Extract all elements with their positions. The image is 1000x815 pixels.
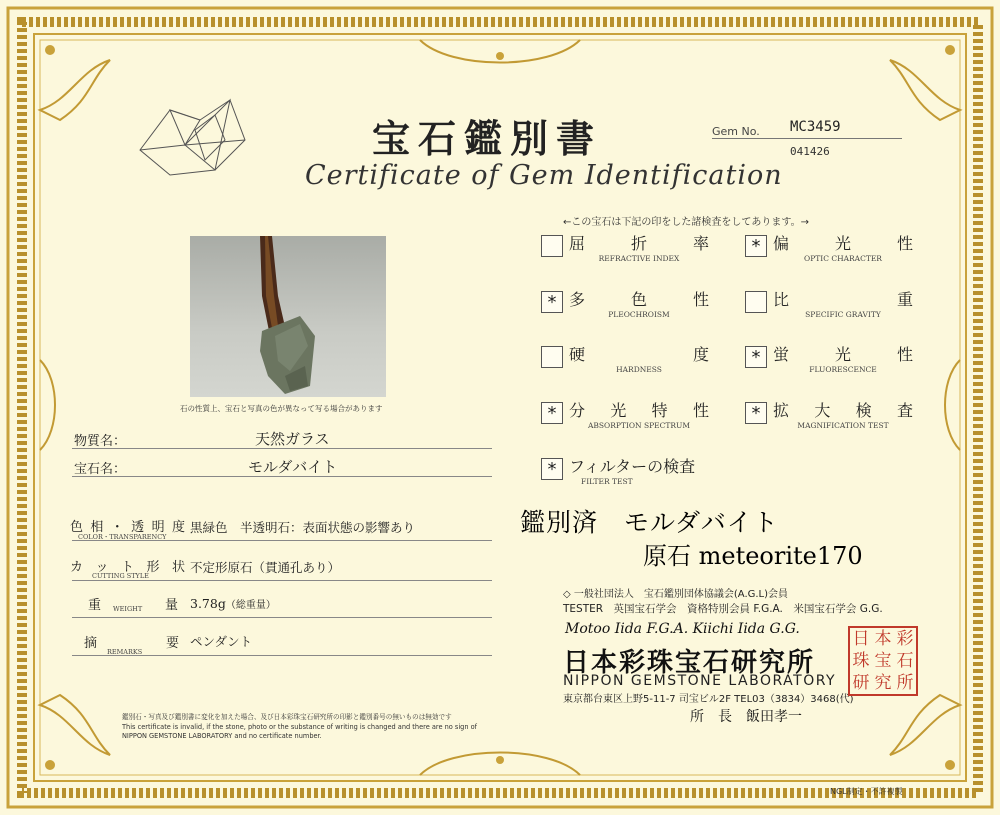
test-fluorescence bbox=[745, 342, 915, 382]
label-char: 量 bbox=[164, 598, 178, 613]
moldavite-pendant-image bbox=[190, 236, 386, 397]
test-label bbox=[773, 398, 913, 421]
test-checkbox: * bbox=[745, 235, 767, 257]
seal-char: 珠 bbox=[852, 651, 870, 671]
test-optic-character bbox=[745, 231, 915, 271]
test-label-en: HARDNESS bbox=[616, 365, 662, 374]
seal-char: 研 bbox=[852, 673, 870, 693]
seal-char: 日 bbox=[852, 629, 870, 649]
label-char: 重 bbox=[88, 598, 102, 613]
lab-name-jp: 日本彩珠宝石研究所 bbox=[563, 648, 816, 678]
test-label-en: MAGNIFICATION TEST bbox=[797, 421, 889, 430]
test-label bbox=[773, 342, 913, 365]
test-refractive-index bbox=[541, 231, 711, 271]
seal-char: 石 bbox=[896, 651, 914, 671]
label-char: 性 bbox=[692, 290, 709, 309]
test-label-en: FLUORESCENCE bbox=[809, 365, 877, 374]
material-value: 天然ガラス bbox=[255, 430, 330, 448]
divider bbox=[72, 655, 492, 656]
label-char: カ bbox=[70, 560, 84, 575]
disclaimer-en-line1: This certificate is invalid, if the stone, photo or the substance of writing is changed and there are no sign of bbox=[122, 722, 478, 731]
test-label-en: ABSORPTION SPECTRUM bbox=[587, 421, 690, 430]
test-specific-gravity bbox=[745, 287, 915, 327]
test-label bbox=[569, 287, 709, 310]
label-char: 性 bbox=[896, 345, 913, 364]
test-checkbox: * bbox=[541, 291, 563, 313]
label-char: 色 bbox=[630, 290, 647, 309]
serial-number: 041426 bbox=[790, 145, 830, 158]
material-label: 物質名： bbox=[74, 434, 127, 449]
lab-name-en: NIPPON GEMSTONE LABORATORY bbox=[563, 673, 837, 689]
certificate-title-en: Certificate of Gem Identification bbox=[305, 160, 783, 191]
agl-membership bbox=[563, 585, 788, 600]
label-char: 拡 bbox=[773, 401, 790, 420]
label-char: 度 bbox=[692, 345, 709, 364]
label-char: 度 bbox=[171, 520, 185, 535]
test-pleochroism bbox=[541, 287, 711, 327]
label-char: 形 bbox=[146, 560, 160, 575]
weight-number: 3.78g bbox=[190, 596, 226, 611]
label-char: 光 bbox=[834, 345, 851, 364]
weight-value bbox=[190, 596, 276, 611]
label-char: 多 bbox=[569, 290, 586, 309]
label-char: 光 bbox=[834, 234, 851, 253]
test-label bbox=[773, 231, 913, 254]
gem-no-underline bbox=[712, 138, 902, 139]
cut-value: 不定形原石（貫通孔あり） bbox=[190, 560, 341, 575]
label-char: 性 bbox=[896, 234, 913, 253]
test-label-en: PLEOCHROISM bbox=[608, 310, 670, 319]
seal-char: 宝 bbox=[874, 651, 892, 671]
test-checkbox: * bbox=[745, 402, 767, 424]
divider bbox=[72, 580, 492, 581]
label-char: 光 bbox=[610, 401, 627, 420]
label-char: 明 bbox=[151, 520, 165, 535]
test-checkbox: * bbox=[541, 458, 563, 480]
label-char: 検 bbox=[855, 401, 872, 420]
gem-name-value: モルダバイト bbox=[248, 458, 338, 476]
diamond-icon: ◇ bbox=[563, 589, 574, 600]
label-char: 蛍 bbox=[773, 345, 790, 364]
gem-no-label: Gem No. bbox=[712, 125, 760, 138]
remarks-label-en: REMARKS bbox=[107, 648, 143, 656]
test-label-en: FILTER TEST bbox=[581, 477, 633, 486]
divider bbox=[72, 476, 492, 477]
seal-char: 究 bbox=[874, 673, 892, 693]
label-char: 特 bbox=[651, 401, 668, 420]
label-char: 相 bbox=[90, 520, 104, 535]
copyright-footer: NGL制定・不許複製 bbox=[830, 787, 903, 796]
label-char: 大 bbox=[814, 401, 831, 420]
label-char: 色 bbox=[70, 520, 84, 535]
photo-caption: 石の性質上、宝石と写真の色が異なって写る場合があります bbox=[180, 404, 383, 413]
tests-intro: ←この宝石は下記の印をした諸検査をしてあります。→ bbox=[563, 217, 809, 228]
certificate-title-jp: 宝石鑑別書 bbox=[372, 116, 603, 161]
remarks-value: ペンダント bbox=[190, 634, 253, 649]
test-label-en: REFRACTIVE INDEX bbox=[598, 254, 680, 263]
seal-char: 所 bbox=[896, 673, 914, 693]
cut-label-en: CUTTING STYLE bbox=[92, 572, 149, 580]
agl-text: 一般社団法人 宝石鑑別団体協議会(A.G.L)会員 bbox=[573, 589, 789, 600]
color-value: 黒緑色 半透明石：表面状態の影響あり bbox=[190, 520, 416, 535]
test-label bbox=[569, 342, 709, 365]
gem-number: MC3459 bbox=[790, 119, 841, 135]
seal-char: 本 bbox=[874, 629, 892, 649]
lab-director: 所 長 飯田孝一 bbox=[690, 709, 802, 725]
lab-seal-stamp bbox=[848, 626, 918, 696]
gem-name-label: 宝石名： bbox=[74, 462, 127, 477]
label-char: 分 bbox=[569, 401, 586, 420]
test-filter bbox=[541, 454, 711, 494]
test-label bbox=[569, 398, 709, 421]
label-char: 重 bbox=[896, 290, 913, 309]
seal-char: 彩 bbox=[896, 629, 914, 649]
label-char: 偏 bbox=[773, 234, 790, 253]
divider bbox=[72, 617, 492, 618]
test-absorption-spectrum bbox=[541, 398, 711, 438]
weight-note: （総重量） bbox=[225, 600, 276, 611]
label-char: 状 bbox=[171, 560, 185, 575]
test-checkbox: * bbox=[745, 346, 767, 368]
test-label-en: OPTIC CHARACTER bbox=[804, 254, 882, 263]
validity-disclaimer bbox=[122, 713, 502, 742]
label-char: 摘 bbox=[84, 636, 98, 651]
test-checkbox bbox=[541, 346, 563, 368]
label-char: 性 bbox=[692, 401, 709, 420]
disclaimer-jp: 鑑別石・写真及び鑑別書に変化を加えた場合、及び日本彩珠宝石研究所の印影と鑑別番号の無いものは無効です bbox=[122, 713, 452, 721]
tester-signatures: Motoo Iida F.G.A. Kiichi Iida G.G. bbox=[565, 621, 800, 637]
divider bbox=[72, 448, 492, 449]
gem-photo bbox=[190, 236, 386, 397]
test-label: フィルターの検査 bbox=[569, 457, 696, 476]
color-label-en: COLOR・TRANSPARENCY bbox=[78, 533, 167, 541]
divider bbox=[72, 540, 492, 541]
test-checkbox bbox=[745, 291, 767, 313]
label-char: ・ bbox=[110, 520, 124, 535]
lab-address: 東京都台東区上野5-11-7 司宝ビル2F TEL03（3834）3468(代) bbox=[563, 694, 854, 705]
overlay-verified-text: 鑑別済 モルダバイト bbox=[520, 508, 779, 537]
label-char: 比 bbox=[773, 290, 790, 309]
test-hardness bbox=[541, 342, 711, 382]
test-checkbox: * bbox=[541, 402, 563, 424]
disclaimer-en-line2: NIPPON GEMSTONE LABORATORY and no certificate number. bbox=[122, 732, 322, 740]
test-magnification bbox=[745, 398, 915, 438]
label-char: 折 bbox=[630, 234, 647, 253]
label-char: 透 bbox=[131, 520, 145, 535]
label-char: ッ bbox=[95, 560, 109, 575]
label-char: 要 bbox=[165, 636, 179, 651]
test-label bbox=[569, 231, 709, 254]
label-char: 屈 bbox=[569, 234, 586, 253]
overlay-seller-text: 原石 meteorite170 bbox=[643, 542, 863, 570]
label-char: ト bbox=[120, 560, 134, 575]
weight-label-en: WEIGHT bbox=[113, 605, 143, 613]
tester-credentials: TESTER 英国宝石学会 資格特別会員 F.G.A. 米国宝石学会 G.G. bbox=[563, 603, 883, 615]
label-char: 査 bbox=[896, 401, 913, 420]
test-label bbox=[773, 287, 913, 310]
label-char: 率 bbox=[692, 234, 709, 253]
gem-crystal-icon bbox=[140, 100, 245, 175]
test-label-en: SPECIFIC GRAVITY bbox=[805, 310, 881, 319]
test-checkbox bbox=[541, 235, 563, 257]
label-char: 硬 bbox=[569, 345, 586, 364]
